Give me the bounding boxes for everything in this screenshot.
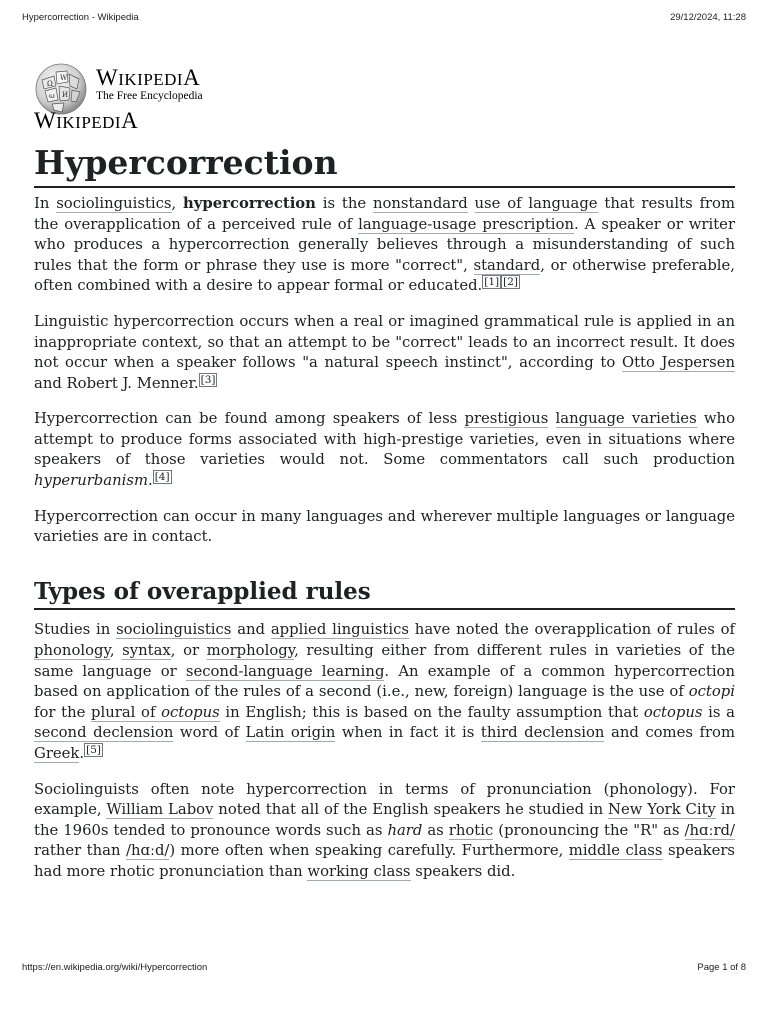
paragraph-intro-1: In sociolinguistics, hypercorrection is the nonstandard use of language that results from the overapplication of a perceived rule of language-usage prescription. A speaker or writer who produces a hypercorrection generally believes through a misunderstanding of such rules that the form or phrase they use is more "correct", standard, or otherwise preferable, often combined with a desire to appear formal or educated. [1] [2] (34, 194, 736, 295)
paragraph-intro-4: Hypercorrection can occur in many languages and wherever multiple languages or language varieties are in contact. (34, 507, 735, 546)
wikipedia-tagline: The Free Encyclopedia (96, 90, 203, 102)
link-rhotic[interactable]: rhotic (448, 821, 494, 839)
wikipedia-wordmark: WIKIPEDIA (96, 65, 201, 90)
link-ipa-rhotic[interactable]: /hɑːrd/ (684, 821, 736, 839)
citation-3[interactable]: [3] (200, 373, 216, 386)
link-greek[interactable]: Greek (34, 745, 80, 762)
citation-5[interactable]: [5] (86, 744, 101, 756)
paragraph-intro-2: Linguistic hypercorrection occurs when a real or imagined grammatical rule is applied in an inappropriate context, so that an attempt to be "correct" leads to an incorrect result. It does not occur when a speaker follows "a natural speech instinct", according to Otto Jespersen and Robert J. Menner. [3] (34, 312, 735, 392)
italic-hard: hard (387, 821, 423, 839)
link-standard[interactable]: standard (473, 256, 541, 274)
link-language-usage-prescription[interactable]: language-usage prescription (358, 215, 574, 233)
citation-2[interactable]: [2] (503, 276, 519, 289)
link-use-of-language[interactable]: use of language (474, 194, 598, 212)
link-second-declension[interactable]: second declension (34, 724, 174, 742)
print-footer (22, 962, 746, 973)
italic-hyperurbanism: hyperurbanism (34, 472, 148, 490)
svg-text:ω: ω (49, 92, 55, 100)
link-latin-origin[interactable]: Latin origin (245, 724, 336, 742)
link-working-class[interactable]: working class (307, 862, 411, 880)
link-william-labov[interactable]: William Labov (106, 801, 214, 819)
print-header-title: Hypercorrection - Wikipedia (22, 12, 139, 23)
bold-term: hypercorrection (183, 194, 316, 212)
svg-text:W: W (60, 74, 68, 82)
page-title: Hypercorrection (34, 140, 735, 188)
print-header-datetime: 29/12/2024, 11:28 (670, 12, 746, 23)
link-morphology[interactable]: morphology (206, 642, 295, 660)
svg-text:И: И (62, 91, 69, 99)
section-heading-types: Types of overapplied rules (34, 578, 735, 611)
paragraph-types-1: Studies in sociolinguistics and applied linguistics have noted the overapplication of rules of phonology, syntax, or morphology, resulting either from different rules in varieties of the same language or second-language learning. An example of a common hypercorrection based on application of the rules of a second (i.e., new, foreign) language is the use of octopi for the plural of octopus in English; this is based on the faulty assumption that octopus is a second declension word of Latin origin when in fact it is third declension and comes from Greek. [5] (34, 621, 735, 762)
italic-octopus: octopus (643, 703, 703, 721)
citation-4[interactable]: [4] (154, 471, 170, 484)
link-ipa-non-rhotic[interactable]: /hɑːd/ (125, 842, 170, 860)
italic-octopi: octopi (688, 683, 735, 701)
link-plural-of-octopus[interactable]: plural of octopus (91, 703, 220, 721)
wikipedia-wordmark-secondary: WIKIPEDIA (34, 108, 139, 133)
print-footer-url: https://en.wikipedia.org/wiki/Hypercorrection (22, 962, 208, 973)
wikipedia-logo[interactable] (34, 62, 294, 134)
paragraph-types-2: Sociolinguists often note hypercorrection in terms of pronunciation (phonology). For example, William Labov noted that all of the English speakers he studied in New York City in the 1960s tended to pronounce words such as hard as rhotic (pronouncing the "R" as /hɑːrd/ rather than /hɑːd/) more often when speaking carefully. Furthermore, middle class speakers had more rhotic pronunciation than working class speakers did. (34, 780, 736, 880)
link-third-declension[interactable]: third declension (480, 724, 605, 742)
paragraph-intro-3: Hypercorrection can be found among speakers of less prestigious language varieties who attempt to produce forms associated with high-prestige varieties, even in situations where speakers of those varieties would not. Some commentators call such production hyperurbanism. [4] (34, 410, 735, 490)
svg-text:Ω: Ω (47, 80, 53, 88)
print-footer-page: Page 1 of 8 (697, 962, 746, 973)
link-second-language-learning[interactable]: second-language learning (185, 662, 385, 680)
link-nonstandard[interactable]: nonstandard (372, 194, 468, 212)
print-header (22, 12, 746, 23)
link-applied-linguistics[interactable]: applied linguistics (270, 621, 409, 639)
link-syntax[interactable]: syntax (122, 642, 171, 660)
link-otto-jespersen[interactable]: Otto Jespersen (621, 354, 735, 372)
link-language-varieties[interactable]: language varieties (555, 410, 697, 428)
article-content (34, 140, 735, 898)
link-new-york-city[interactable]: New York City (608, 801, 716, 819)
link-sociolinguistics-2[interactable]: sociolinguistics (116, 621, 232, 639)
link-middle-class[interactable]: middle class (568, 842, 663, 860)
link-prestigious[interactable]: prestigious (464, 410, 549, 428)
link-sociolinguistics[interactable]: sociolinguistics (56, 194, 172, 212)
citation-1[interactable]: [1] (484, 276, 500, 289)
link-phonology[interactable]: phonology (34, 642, 110, 660)
